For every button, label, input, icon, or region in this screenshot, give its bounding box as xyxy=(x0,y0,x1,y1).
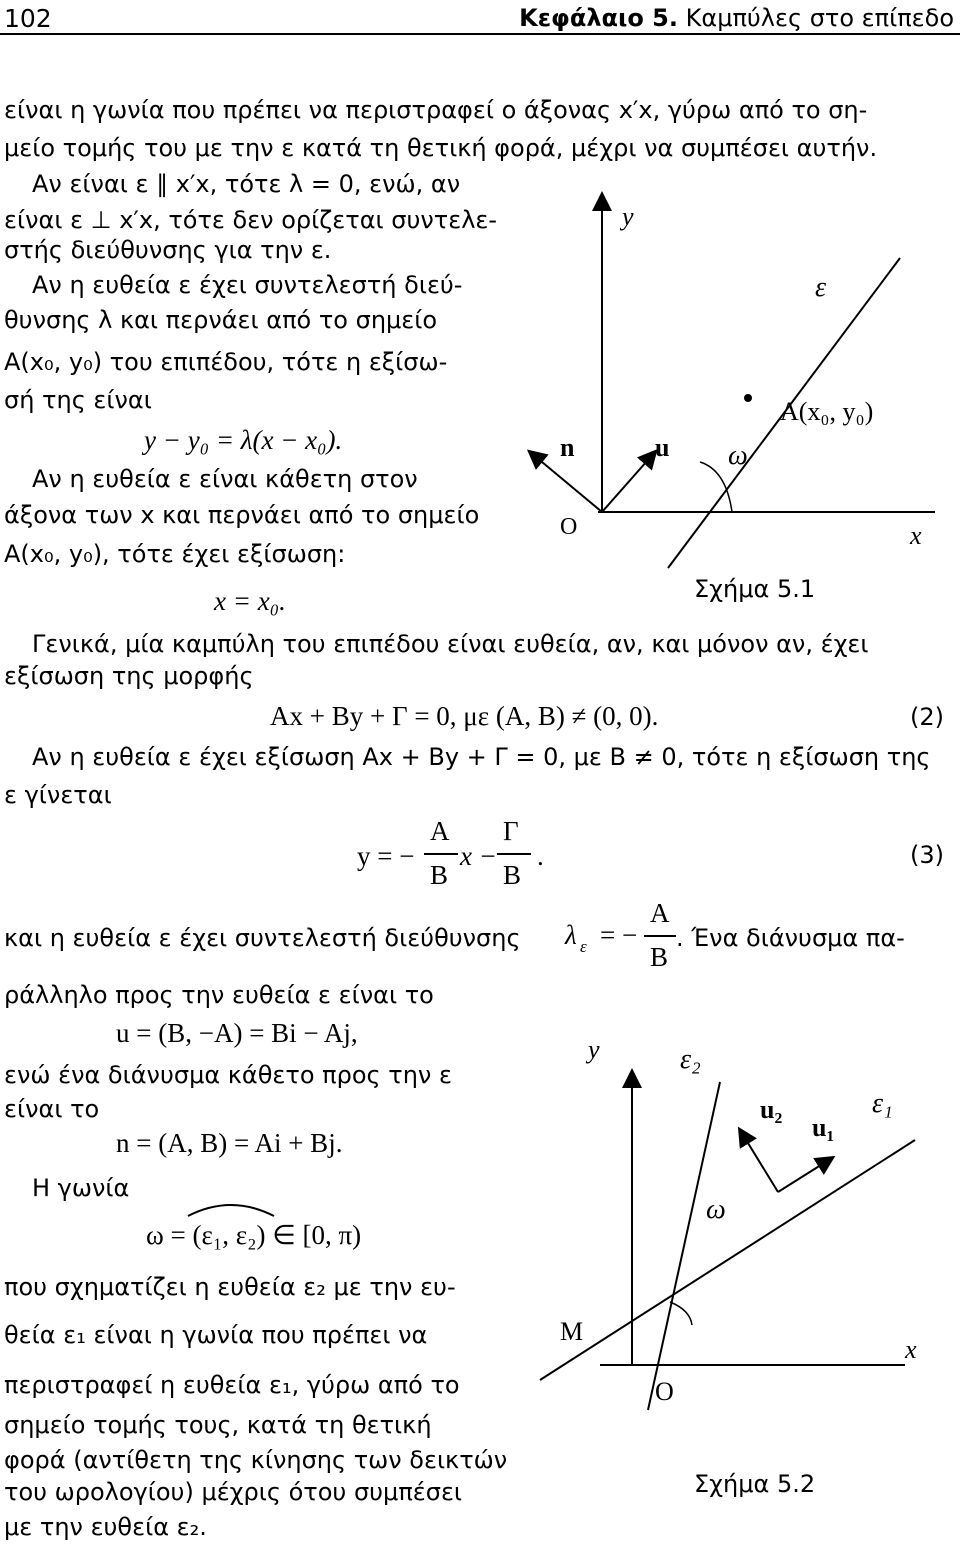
text-line-7: θυνσης λ και περνάει από το σημείο xyxy=(4,306,438,334)
equation-number-2: (2) xyxy=(910,703,944,731)
equation-direction-vector: u = (B, −A) = Bi − Aj, xyxy=(116,1018,358,1048)
page-number: 102 xyxy=(4,4,52,33)
text-line-28: με την ευθεία ε₂. xyxy=(4,1513,207,1541)
chapter-title: Καμπύλες στο επίπεδο xyxy=(685,4,954,32)
equation-general-line: Ax + By + Γ = 0, με (A, B) ≠ (0, 0). xyxy=(270,701,659,731)
text-line-13: Γενικά, μία καμπύλη του επιπέδου είναι ευθεία, αν, και μόνον αν, έχει xyxy=(32,630,869,658)
slope-equals: = − xyxy=(600,920,638,950)
text-line-2: μείο τομής του με την ε κατά τη θετική φορά, μέχρι να συμπέσει αυτήν. xyxy=(4,134,878,162)
text-line-17-rest: . Ένα διάνυσμα πα- xyxy=(676,924,905,952)
fraction-denominator-B1: B xyxy=(430,860,449,890)
label-M-fig2: M xyxy=(560,1317,584,1346)
slope-numerator: A xyxy=(650,898,670,928)
fraction-numerator-A: A xyxy=(430,816,450,846)
text-line-18: ράλληλο προς την ευθεία ε είναι το xyxy=(4,981,434,1009)
label-epsilon-fig1: ε xyxy=(815,272,827,303)
text-line-11: άξονα των x και περνάει από το σημείο xyxy=(4,501,480,529)
text-line-4: είναι ε ⊥ x′x, τότε δεν ορίζεται συντελε- xyxy=(4,206,498,234)
vector-u2 xyxy=(740,1130,778,1192)
label-u2: u₂ xyxy=(760,1095,783,1124)
text-line-14: εξίσωση της μορφής xyxy=(4,662,254,690)
text-line-27: του ωρολογίου) μέχρις ότου συμπέσει xyxy=(4,1478,463,1506)
text-line-26: φορά (αντίθετη της κίνησης των δεικτών xyxy=(4,1446,508,1474)
text-line-17: και η ευθεία ε έχει συντελεστή διεύθυνσης xyxy=(4,924,521,952)
text-line-5: στής διεύθυνσης για την ε. xyxy=(4,236,332,264)
slope-denominator: B xyxy=(650,942,669,972)
text-line-8: A(x₀, y₀) του επιπέδου, τότε η εξίσω- xyxy=(4,348,448,376)
text-line-10: Αν η ευθεία ε είναι κάθετη στον xyxy=(32,465,418,493)
text-line-19: ενώ ένα διάνυσμα κάθετο προς την ε xyxy=(4,1061,452,1089)
equation-number-3: (3) xyxy=(910,841,944,869)
equation-vertical-line: x = x₀. xyxy=(214,586,286,616)
equation-angle: ω = (ε₁, ε₂) ∈ [0, π) xyxy=(146,1220,362,1250)
text-line-12: A(x₀, y₀), τότε έχει εξίσωση: xyxy=(4,540,346,568)
label-u-fig1: u xyxy=(655,433,670,462)
label-x-fig1: x xyxy=(910,521,922,550)
caption-fig1: Σχήμα 5.1 xyxy=(694,575,816,603)
chapter-label: Κεφάλαιο 5. xyxy=(519,4,678,32)
text-line-23: θεία ε₁ είναι η γωνία που πρέπει να xyxy=(4,1321,428,1349)
label-epsilon-1: ε₁ xyxy=(872,1088,893,1119)
label-y-fig1: y xyxy=(622,202,634,231)
text-line-24: περιστραφεί η ευθεία ε₁, γύρω από το xyxy=(4,1371,460,1399)
label-omega-fig1: ω xyxy=(728,440,748,471)
text-line-21: Η γωνία xyxy=(32,1174,130,1202)
label-epsilon-2: ε₂ xyxy=(680,1044,701,1075)
label-n-fig1: n xyxy=(560,433,575,462)
text-line-25: σημείο τομής τους, κατά τη θετική xyxy=(4,1411,432,1439)
label-y-fig2: y xyxy=(588,1035,600,1064)
caption-fig2: Σχήμα 5.2 xyxy=(694,1470,816,1498)
text-line-16: ε γίνεται xyxy=(4,781,112,809)
text-line-22: που σχηματίζει η ευθεία ε₂ με την ευ- xyxy=(4,1273,456,1301)
text-line-1: είναι η γωνία που πρέπει να περιστραφεί ο άξονας x′x, γύρω από το ση- xyxy=(4,96,868,124)
equation-slope-form-x: x − xyxy=(460,841,497,871)
text-line-20: είναι το xyxy=(4,1095,100,1123)
equation-slope-form-end: . xyxy=(537,841,544,871)
lambda-subscript: ε xyxy=(580,937,587,956)
label-point-A-fig1: A(x₀, y₀) xyxy=(780,397,874,426)
text-line-9: σή της είναι xyxy=(4,386,152,414)
line-epsilon-1 xyxy=(540,1140,915,1380)
text-line-6: Αν η ευθεία ε έχει συντελεστή διεύ- xyxy=(32,271,463,299)
equation-slope-form-lhs: y = − xyxy=(357,841,415,871)
label-O-fig1: O xyxy=(560,514,578,540)
lambda-symbol: λ xyxy=(565,920,577,950)
label-x-fig2: x xyxy=(905,1335,917,1364)
equation-normal-vector: n = (A, B) = Ai + Bj. xyxy=(116,1128,343,1158)
text-line-3: Αν είναι ε ∥ x′x, τότε λ = 0, ενώ, αν xyxy=(32,170,461,198)
vector-u1 xyxy=(778,1158,832,1192)
angle-omega-arc-fig2 xyxy=(670,1302,692,1325)
label-omega-fig2: ω xyxy=(706,1194,726,1225)
line-epsilon-2 xyxy=(648,1082,720,1410)
equation-point-slope: y − y₀ = λ(x − x₀). xyxy=(144,425,343,455)
fraction-denominator-B2: B xyxy=(503,860,522,890)
label-u1: u₁ xyxy=(812,1113,835,1142)
text-line-15: Αν η ευθεία ε έχει εξίσωση Ax + By + Γ = 0, με B ≠ 0, τότε η εξίσωση της xyxy=(32,743,931,771)
fraction-numerator-G: Γ xyxy=(503,816,519,846)
label-O-fig2: O xyxy=(655,1377,674,1406)
